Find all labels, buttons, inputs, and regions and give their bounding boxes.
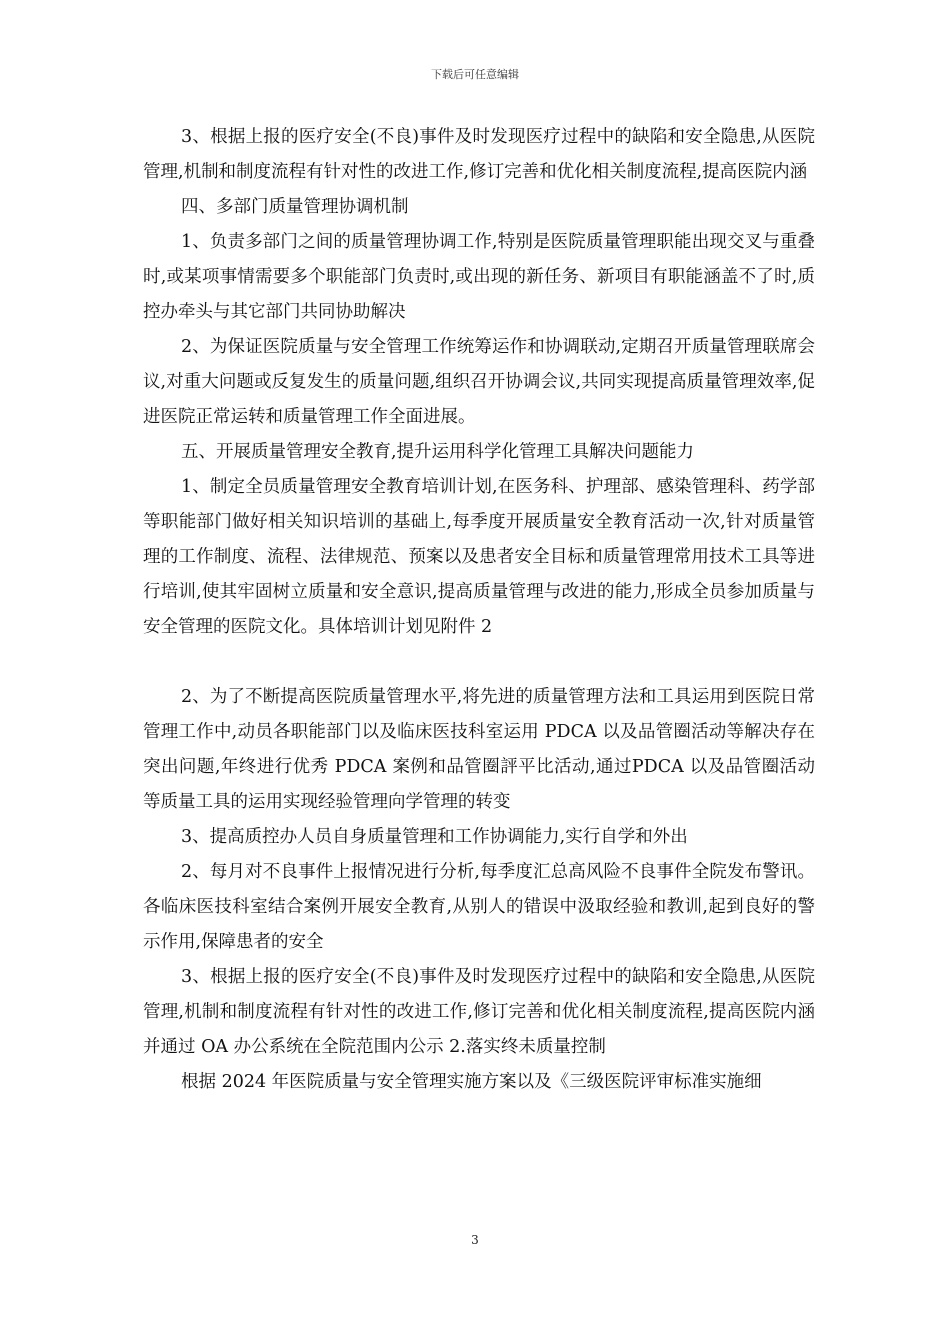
paragraph-adverse-event-publicity: 3、根据上报的医疗安全(不良)事件及时发现医疗过程中的缺陷和安全隐患,从医院管理,机制和制度流程有针对性的改进工作,修订完善和优化相关制度流程,提高医院内涵并通过 OA 办公系统在全院范围内公示 2.落实终未质量控制 xyxy=(143,967,815,1057)
page-header: 下载后可任意编辑 xyxy=(431,68,519,81)
paragraph-education-2: 2、为了不断提高医院质量管理水平,将先进的质量管理方法和工具运用到医院日常管理工作中,动员各职能部门以及临床医技科室运用 PDCA 以及品管圈活动等解决存在突出问题,年终进行优秀 PDCA 案例和品管圈評平比活动,通过PDCA 以及品管圈活动等质量工具的运用实现经验管理向学管理的转变 xyxy=(143,687,815,812)
paragraph-monthly-analysis: 2、每月对不良事件上报情况进行分析,每季度汇总高风险不良事件全院发布警讯。各临床医技科室结合案例开展安全教育,从别人的错误中汲取经验和教训,起到良好的警示作用,保障患者的安全 xyxy=(143,862,815,952)
paragraph-education-1: 1、制定全员质量管理安全教育培训计划,在医务科、护理部、感染管理科、药学部等职能部门做好相关知识培训的基础上,每季度开展质量安全教育活动一次,针对质量管理的工作制度、流程、法律规范、预案以及患者安全目标和质量管理常用技术工具等进行培训,使其牢固树立质量和安全意识,提高质量管理与改进的能力,形成全员参加质量与安全管理的医院文化。具体培训计划见附件 2 xyxy=(143,477,815,637)
page-number: 3 xyxy=(471,1233,479,1247)
section-heading-coordination: 四、多部门质量管理协调机制 xyxy=(181,197,409,217)
paragraph-adverse-event-analysis: 3、根据上报的医疗安全(不良)事件及时发现医疗过程中的缺陷和安全隐患,从医院管理,机制和制度流程有针对性的改进工作,修订完善和优化相关制度流程,提高医院内涵 xyxy=(143,127,815,182)
paragraph-education-3: 3、提高质控办人员自身质量管理和工作协调能力,实行自学和外出 xyxy=(181,827,688,847)
section-heading-education: 五、开展质量管理安全教育,提升运用科学化管理工具解决问题能力 xyxy=(181,442,695,462)
paragraph-final-quality-basis: 根据 2024 年医院质量与安全管理实施方案以及《三级医院评审标准实施细 xyxy=(181,1072,762,1092)
paragraph-coordination-2: 2、为保证医院质量与安全管理工作统筹运作和协调联动,定期召开质量管理联席会议,对重大问题或反复发生的质量问题,组织召开协调会议,共同实现提高质量管理效率,促进医院正常运转和质量管理工作全面进展。 xyxy=(143,337,815,427)
blank-line xyxy=(143,645,815,680)
paragraph-coordination-1: 1、负责多部门之间的质量管理协调工作,特别是医院质量管理职能出现交叉与重叠时,或某项事情需要多个职能部门负责时,或出现的新任务、新项目有职能涵盖不了时,质控办牵头与其它部门共同协助解决 xyxy=(143,232,815,322)
document-body xyxy=(143,120,815,1100)
